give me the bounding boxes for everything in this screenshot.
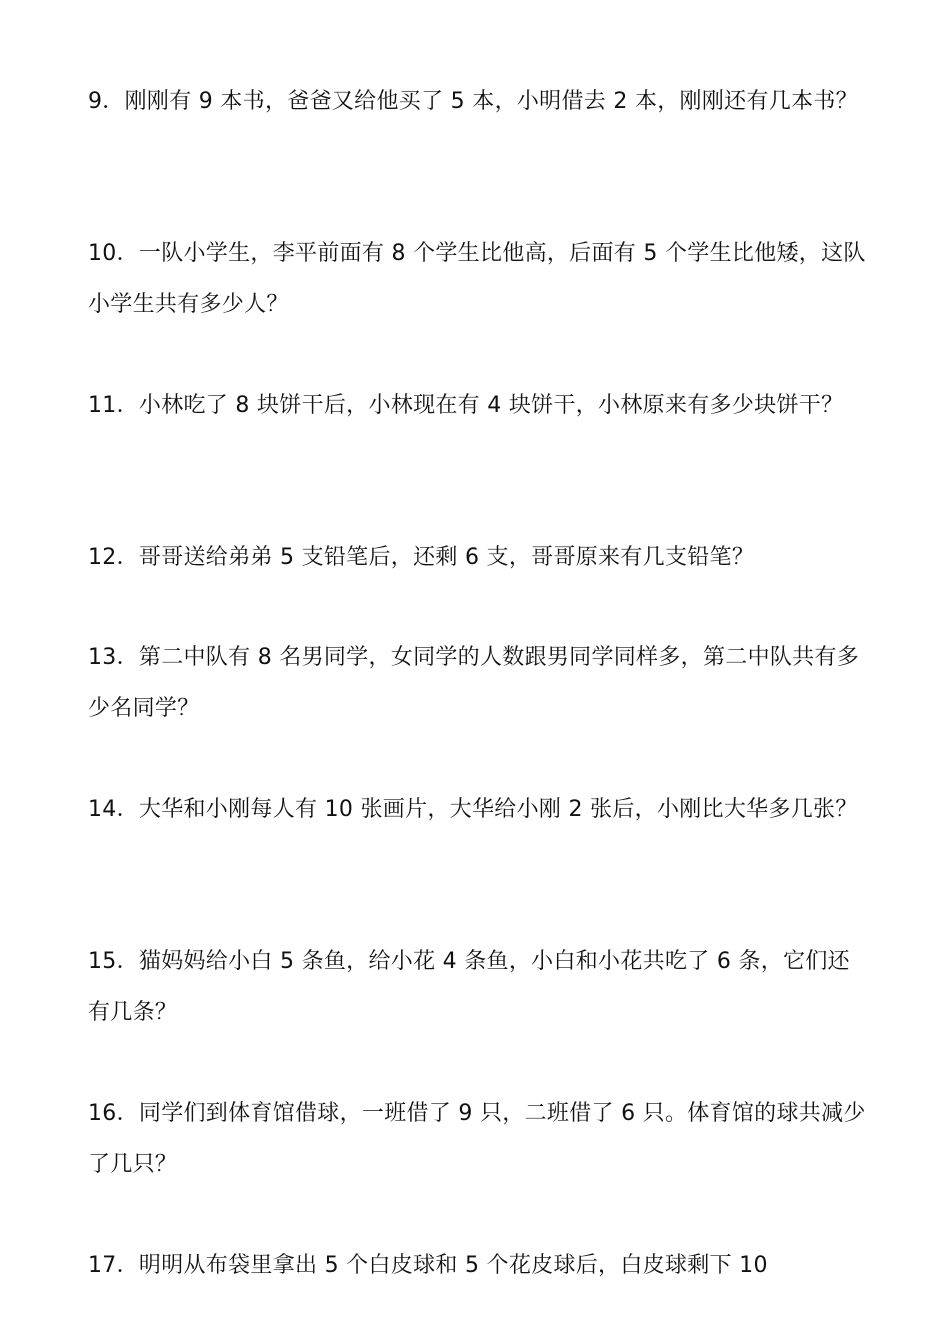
question-16: 16．同学们到体育馆借球，一班借了 9 只，二班借了 6 只。体育馆的球共减少了几只？ (88, 1101, 866, 1177)
question-13: 13．第二中队有 8 名男同学，女同学的人数跟男同学同样多，第二中队共有多少名同学？ (88, 645, 860, 721)
question-12: 12．哥哥送给弟弟 5 支铅笔后，还剩 6 支，哥哥原来有几支铅笔？ (88, 545, 755, 570)
question-11: 11．小林吃了 8 块饼干后，小林现在有 4 块饼干，小林原来有多少块饼干？ (88, 393, 844, 418)
question-15: 15．猫妈妈给小白 5 条鱼，给小花 4 条鱼，小白和小花共吃了 6 条，它们还有几条？ (88, 949, 850, 1025)
question-17: 17．明明从布袋里拿出 5 个白皮球和 5 个花皮球后，白皮球剩下 10 (88, 1253, 768, 1278)
question-10: 10．一队小学生，李平前面有 8 个学生比他高，后面有 5 个学生比他矮，这队小学生共有多少人？ (88, 241, 866, 317)
question-9: 9．刚刚有 9 本书，爸爸又给他买了 5 本，小明借去 2 本，刚刚还有几本书？ (88, 89, 858, 114)
question-14: 14．大华和小刚每人有 10 张画片，大华给小刚 2 张后，小刚比大华多几张？ (88, 797, 858, 822)
